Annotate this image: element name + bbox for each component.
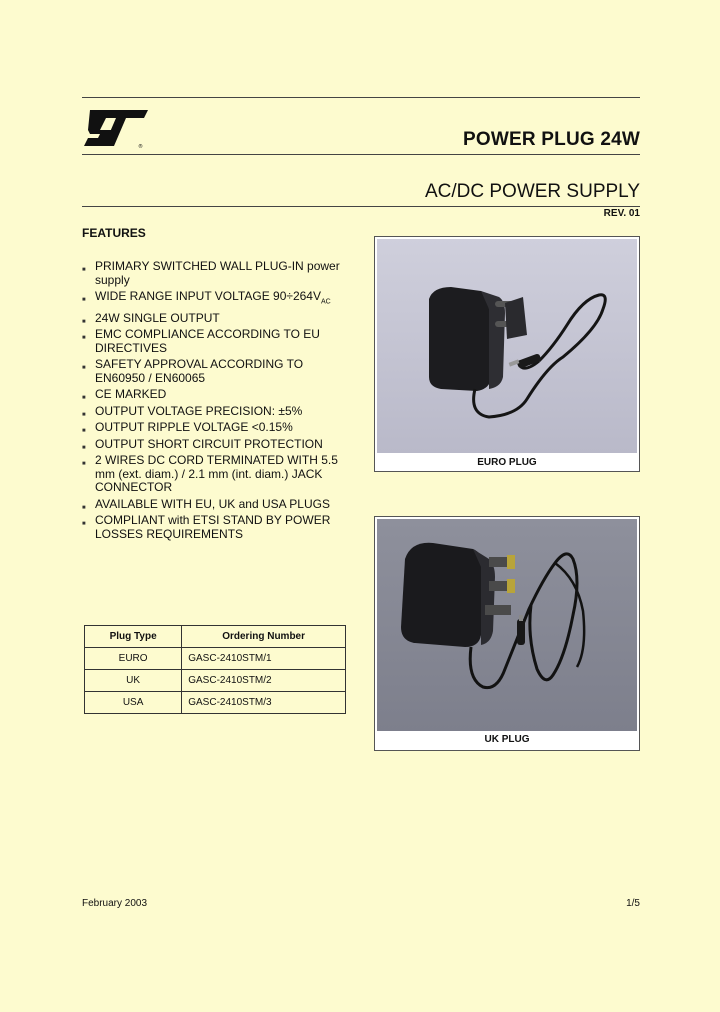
square-bullet-icon: ■ <box>82 428 86 435</box>
plug-type-cell: EURO <box>85 648 182 670</box>
euro-plug-caption: EURO PLUG <box>477 457 537 468</box>
title-rule <box>82 154 640 155</box>
table-row <box>85 670 346 692</box>
column-header: Plug Type <box>85 626 182 648</box>
square-bullet-icon: ■ <box>82 267 86 273</box>
ordering-table <box>84 625 346 714</box>
page-number: 1/5 <box>626 898 640 909</box>
table-header-row <box>85 626 346 648</box>
square-bullet-icon: ■ <box>82 318 86 325</box>
list-item: ■ WIDE RANGE INPUT VOLTAGE $90\div 264V_{AC}$ <box>82 290 350 309</box>
column-header: Ordering Number <box>182 626 346 648</box>
list-item: ■ OUTPUT VOLTAGE PRECISION: ±5% <box>82 405 350 419</box>
list-item: ■ PRIMARY SWITCHED WALL PLUG-IN power supply <box>82 259 340 287</box>
square-bullet-icon: ■ <box>82 444 86 451</box>
square-bullet-icon: ■ <box>82 411 86 418</box>
list-item: ■ COMPLIANT with ETSI STAND BY POWER LOSSES REQUIREMENTS <box>82 513 331 541</box>
euro-plug-figure <box>374 236 640 472</box>
voltage-subscript: AC <box>320 298 331 306</box>
uk-plug-figure <box>374 516 640 751</box>
square-bullet-icon: ■ <box>82 335 86 342</box>
features-heading: FEATURES <box>82 226 146 240</box>
revision-label: REV. 01 <box>603 208 640 219</box>
ordering-number-cell: GASC-2410STM/1 <box>182 648 346 670</box>
svg-text:®: ® <box>138 144 143 150</box>
page-title: POWER PLUG 24W <box>463 129 640 150</box>
square-bullet-icon: ■ <box>82 461 86 468</box>
uk-plug-photo <box>377 519 637 731</box>
square-bullet-icon: ■ <box>82 395 86 402</box>
list-item: ■ AVAILABLE WITH EU, UK and USA PLUGS <box>82 498 350 512</box>
list-item: ■ CE MARKED <box>82 388 350 402</box>
list-item: ■ 24W SINGLE OUTPUT <box>82 312 350 326</box>
subtitle-rule <box>82 206 640 207</box>
list-item: ■ SAFETY APPROVAL ACCORDING TO EN60950 / EN60065 <box>82 357 304 385</box>
table-row <box>85 692 346 714</box>
top-rule <box>82 97 640 98</box>
list-item: ■ OUTPUT RIPPLE VOLTAGE <0.15% <box>82 421 350 435</box>
list-item: ■ EMC COMPLIANCE ACCORDING TO EU DIRECTIVES <box>82 327 320 355</box>
square-bullet-icon: ■ <box>82 521 86 528</box>
page-subtitle: AC/DC POWER SUPPLY <box>424 181 640 202</box>
list-item: ■ OUTPUT SHORT CIRCUIT PROTECTION <box>82 438 350 452</box>
square-bullet-icon: ■ <box>82 365 86 372</box>
uk-plug-caption: UK PLUG <box>484 734 530 745</box>
ordering-number-cell: GASC-2410STM/3 <box>182 692 346 714</box>
plug-type-cell: UK <box>85 670 182 692</box>
footer-date: February 2003 <box>82 898 148 909</box>
features-list <box>82 260 350 544</box>
square-bullet-icon: ■ <box>82 504 86 511</box>
list-item: ■ 2 WIRES DC CORD TERMINATED WITH 5.5 mm (ext. diam.) / 2.1 mm (int. diam.) JACK CONNECTOR <box>82 453 338 495</box>
ordering-number-cell: GASC-2410STM/2 <box>182 670 346 692</box>
euro-plug-photo <box>377 239 637 453</box>
table-row <box>85 648 346 670</box>
plug-type-cell: USA <box>85 692 182 714</box>
st-logo-icon <box>82 106 152 150</box>
square-bullet-icon: ■ <box>82 297 86 303</box>
